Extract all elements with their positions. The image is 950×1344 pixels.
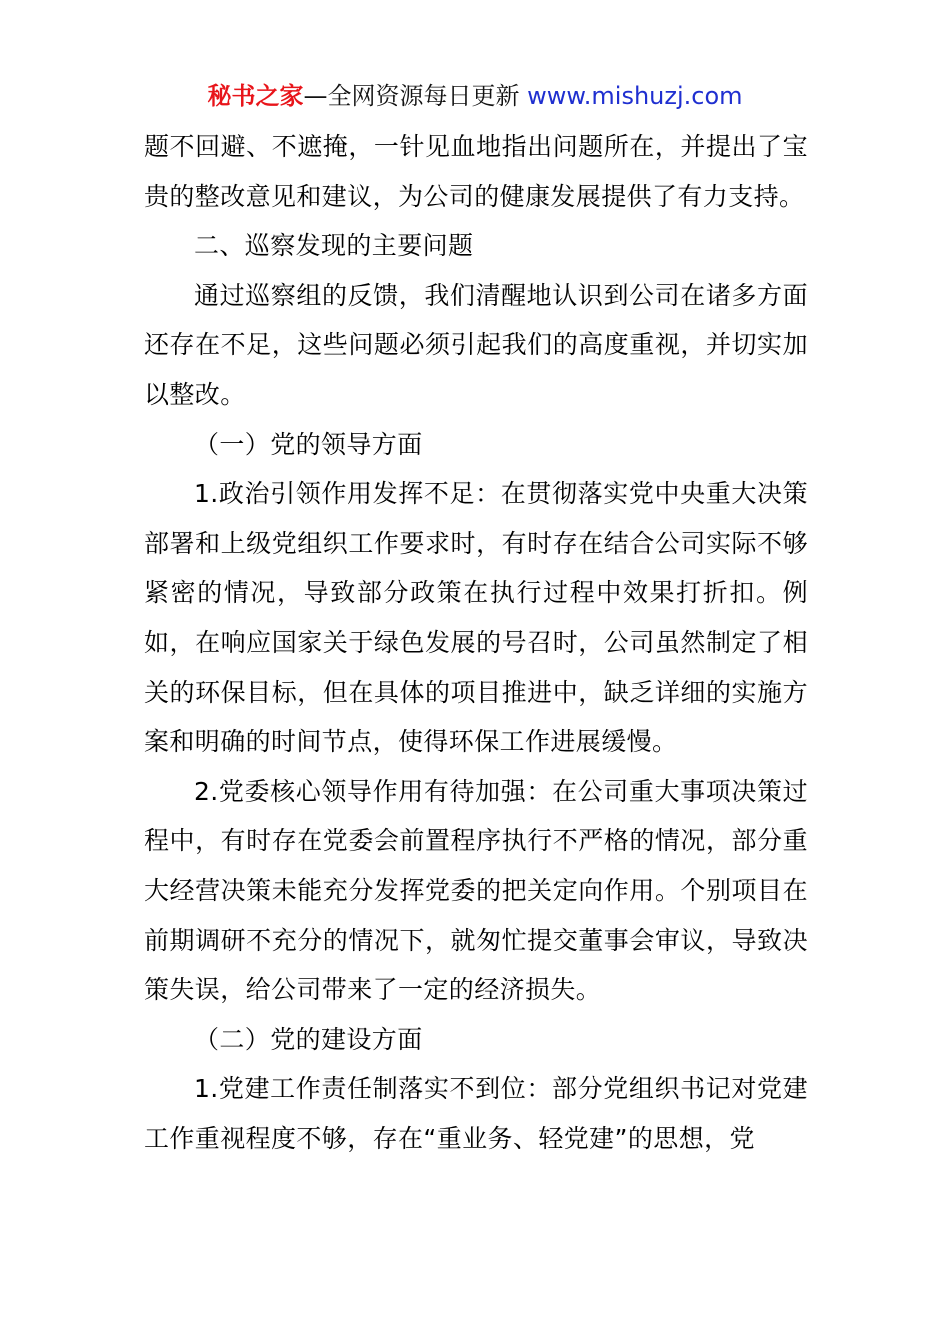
brand-name: 秘书之家 [207,82,304,110]
subsection-heading: （二）党的建设方面 [194,1024,423,1054]
continuation-paragraph: 题不回避、不遮掩，一针见血地指出问题所在，并提出了宝贵的整改意见和建议，为公司的健康发展提供了有力支持。 [144,132,808,211]
site-url-link[interactable]: www.mishuzj.com [527,82,743,110]
list-item-paragraph: 1.党建工作责任制落实不到位：部分党组织书记对党建工作重视程度不够，存在“重业务、轻党建”的思想，党 [144,1074,808,1153]
document-body [144,122,808,1163]
header-tagline: —全网资源每日更新 [303,82,528,110]
subsection-heading: （一）党的领导方面 [194,429,423,459]
list-item-paragraph: 1.政治引领作用发挥不足：在贯彻落实党中央重大决策部署和上级党组织工作要求时，有时存在结合公司实际不够紧密的情况，导致部分政策在执行过程中效果打折扣。例如，在响应国家关于绿色发展的号召时，公司虽然制定了相关的环保目标，但在具体的项目推进中，缺乏详细的实施方案和明确的时间节点，使得环保工作进展缓慢。 [144,479,808,757]
section-heading: 二、巡察发现的主要问题 [194,231,474,261]
intro-paragraph: 通过巡察组的反馈，我们清醒地认识到公司在诸多方面还存在不足，这些问题必须引起我们的高度重视，并切实加以整改。 [144,280,808,409]
list-item-paragraph: 2.党委核心领导作用有待加强：在公司重大事项决策过程中，有时存在党委会前置程序执行不严格的情况，部分重大经营决策未能充分发挥党委的把关定向作用。个别项目在前期调研不充分的情况下，就匆忙提交董事会审议，导致决策失误，给公司带来了一定的经济损失。 [144,776,808,1005]
page-header [0,80,950,112]
